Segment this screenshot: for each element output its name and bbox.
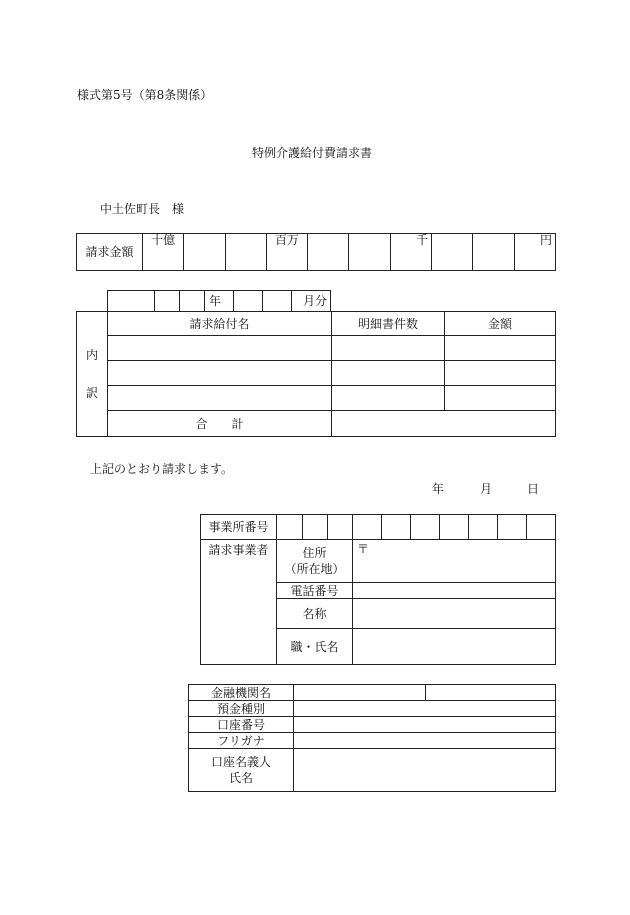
name-label: 名称 xyxy=(277,599,353,629)
date-day: 日 xyxy=(527,482,540,496)
header-statement-count: 明細書件数 xyxy=(332,312,445,336)
year-digit-cell[interactable] xyxy=(180,291,205,312)
institution-input[interactable] xyxy=(294,685,426,701)
office-number-digit[interactable] xyxy=(327,515,352,539)
account-number-input[interactable] xyxy=(294,717,556,733)
amount-digit-cell[interactable]: 十億 xyxy=(143,234,184,271)
benefit-name-cell[interactable] xyxy=(108,386,332,411)
office-number-digit[interactable] xyxy=(497,515,526,539)
year-label-cell[interactable] xyxy=(205,291,234,312)
total-amount-cell[interactable] xyxy=(332,411,556,437)
postal-mark: 〒 xyxy=(357,542,370,556)
month-label-cell[interactable] xyxy=(292,291,331,312)
request-statement: 上記のとおり請求します。 xyxy=(90,462,234,476)
month-digit-cell[interactable] xyxy=(234,291,263,312)
detail-table xyxy=(76,311,556,437)
amount-digit-cell[interactable] xyxy=(349,234,390,271)
header-amount: 金額 xyxy=(445,312,556,336)
business-table xyxy=(200,514,556,665)
date-year: 年 xyxy=(432,482,445,496)
year-digit-cell[interactable] xyxy=(108,291,155,312)
account-holder-label-2: 氏名 xyxy=(228,771,253,785)
office-number-digit[interactable] xyxy=(411,515,440,539)
year-digit-cell[interactable] xyxy=(155,291,180,312)
office-number-digit[interactable] xyxy=(382,515,411,539)
year-label: 年 xyxy=(209,294,222,308)
office-number-digit[interactable] xyxy=(353,515,382,539)
office-number-digit[interactable] xyxy=(526,515,555,539)
amount-cell[interactable] xyxy=(445,336,556,361)
deposit-type-input[interactable] xyxy=(294,701,556,717)
date-month: 月 xyxy=(480,482,493,496)
office-number-digit[interactable] xyxy=(302,515,327,539)
form-number: 様式第5号（第8条関係） xyxy=(77,88,213,102)
address-label: 住所 xyxy=(302,545,327,560)
bank-table xyxy=(188,684,556,792)
office-number-digit[interactable] xyxy=(468,515,497,539)
office-number-cells[interactable] xyxy=(277,515,353,540)
amount-digit-cell[interactable] xyxy=(473,234,514,271)
benefit-name-cell[interactable] xyxy=(108,336,332,361)
phone-label: 電話番号 xyxy=(277,583,353,599)
address-input[interactable] xyxy=(353,540,556,583)
branch-input[interactable] xyxy=(426,685,556,701)
furigana-label: フリガナ xyxy=(189,733,294,749)
office-number-label: 事業所番号 xyxy=(201,515,277,540)
title-name-input[interactable] xyxy=(353,629,556,665)
detail-side-label-2: 訳 xyxy=(85,386,98,400)
amount-cell[interactable] xyxy=(445,361,556,386)
billing-period-table xyxy=(107,290,331,312)
account-holder-label-1: 口座名義人 xyxy=(210,754,271,769)
benefit-name-cell[interactable] xyxy=(108,361,332,386)
statement-count-cell[interactable] xyxy=(332,336,445,361)
amount-digit-cell[interactable] xyxy=(225,234,266,271)
amount-digit-cell[interactable] xyxy=(308,234,349,271)
deposit-type-label: 預金種別 xyxy=(189,701,294,717)
account-number-label: 口座番号 xyxy=(189,717,294,733)
addressee: 中土佐町長 様 xyxy=(100,202,185,216)
month-label: 月分 xyxy=(302,294,327,308)
amount-digit-cell[interactable]: 百万 xyxy=(266,234,307,271)
page-title: 特例介護給付費請求書 xyxy=(252,146,373,160)
amount-table xyxy=(76,233,556,271)
address-sub-label: （所在地） xyxy=(284,562,345,576)
applicant-label: 請求事業者 xyxy=(201,540,277,665)
statement-count-cell[interactable] xyxy=(332,361,445,386)
office-number-cells[interactable] xyxy=(353,515,556,540)
office-number-digit[interactable] xyxy=(440,515,469,539)
header-benefit-name: 請求給付名 xyxy=(108,312,332,336)
account-holder-label xyxy=(189,749,294,792)
name-input[interactable] xyxy=(353,599,556,629)
account-holder-input[interactable] xyxy=(294,749,556,792)
amount-label: 請求金額 xyxy=(77,234,143,271)
phone-input[interactable] xyxy=(353,583,556,599)
amount-digit-cell[interactable]: 千 xyxy=(390,234,431,271)
detail-side-label xyxy=(77,312,108,437)
furigana-input[interactable] xyxy=(294,733,556,749)
month-digit-cell[interactable] xyxy=(263,291,292,312)
total-label: 合 計 xyxy=(108,411,332,437)
amount-cell[interactable] xyxy=(445,386,556,411)
institution-label: 金融機関名 xyxy=(189,685,294,701)
detail-side-label-1: 内 xyxy=(85,348,98,362)
amount-digit-cell[interactable]: 円 xyxy=(514,234,555,271)
title-name-label: 職・氏名 xyxy=(277,629,353,665)
amount-digit-cell[interactable] xyxy=(184,234,225,271)
address-label-cell xyxy=(277,540,353,583)
statement-count-cell[interactable] xyxy=(332,386,445,411)
amount-digit-cell[interactable] xyxy=(432,234,473,271)
office-number-digit[interactable] xyxy=(277,515,302,539)
